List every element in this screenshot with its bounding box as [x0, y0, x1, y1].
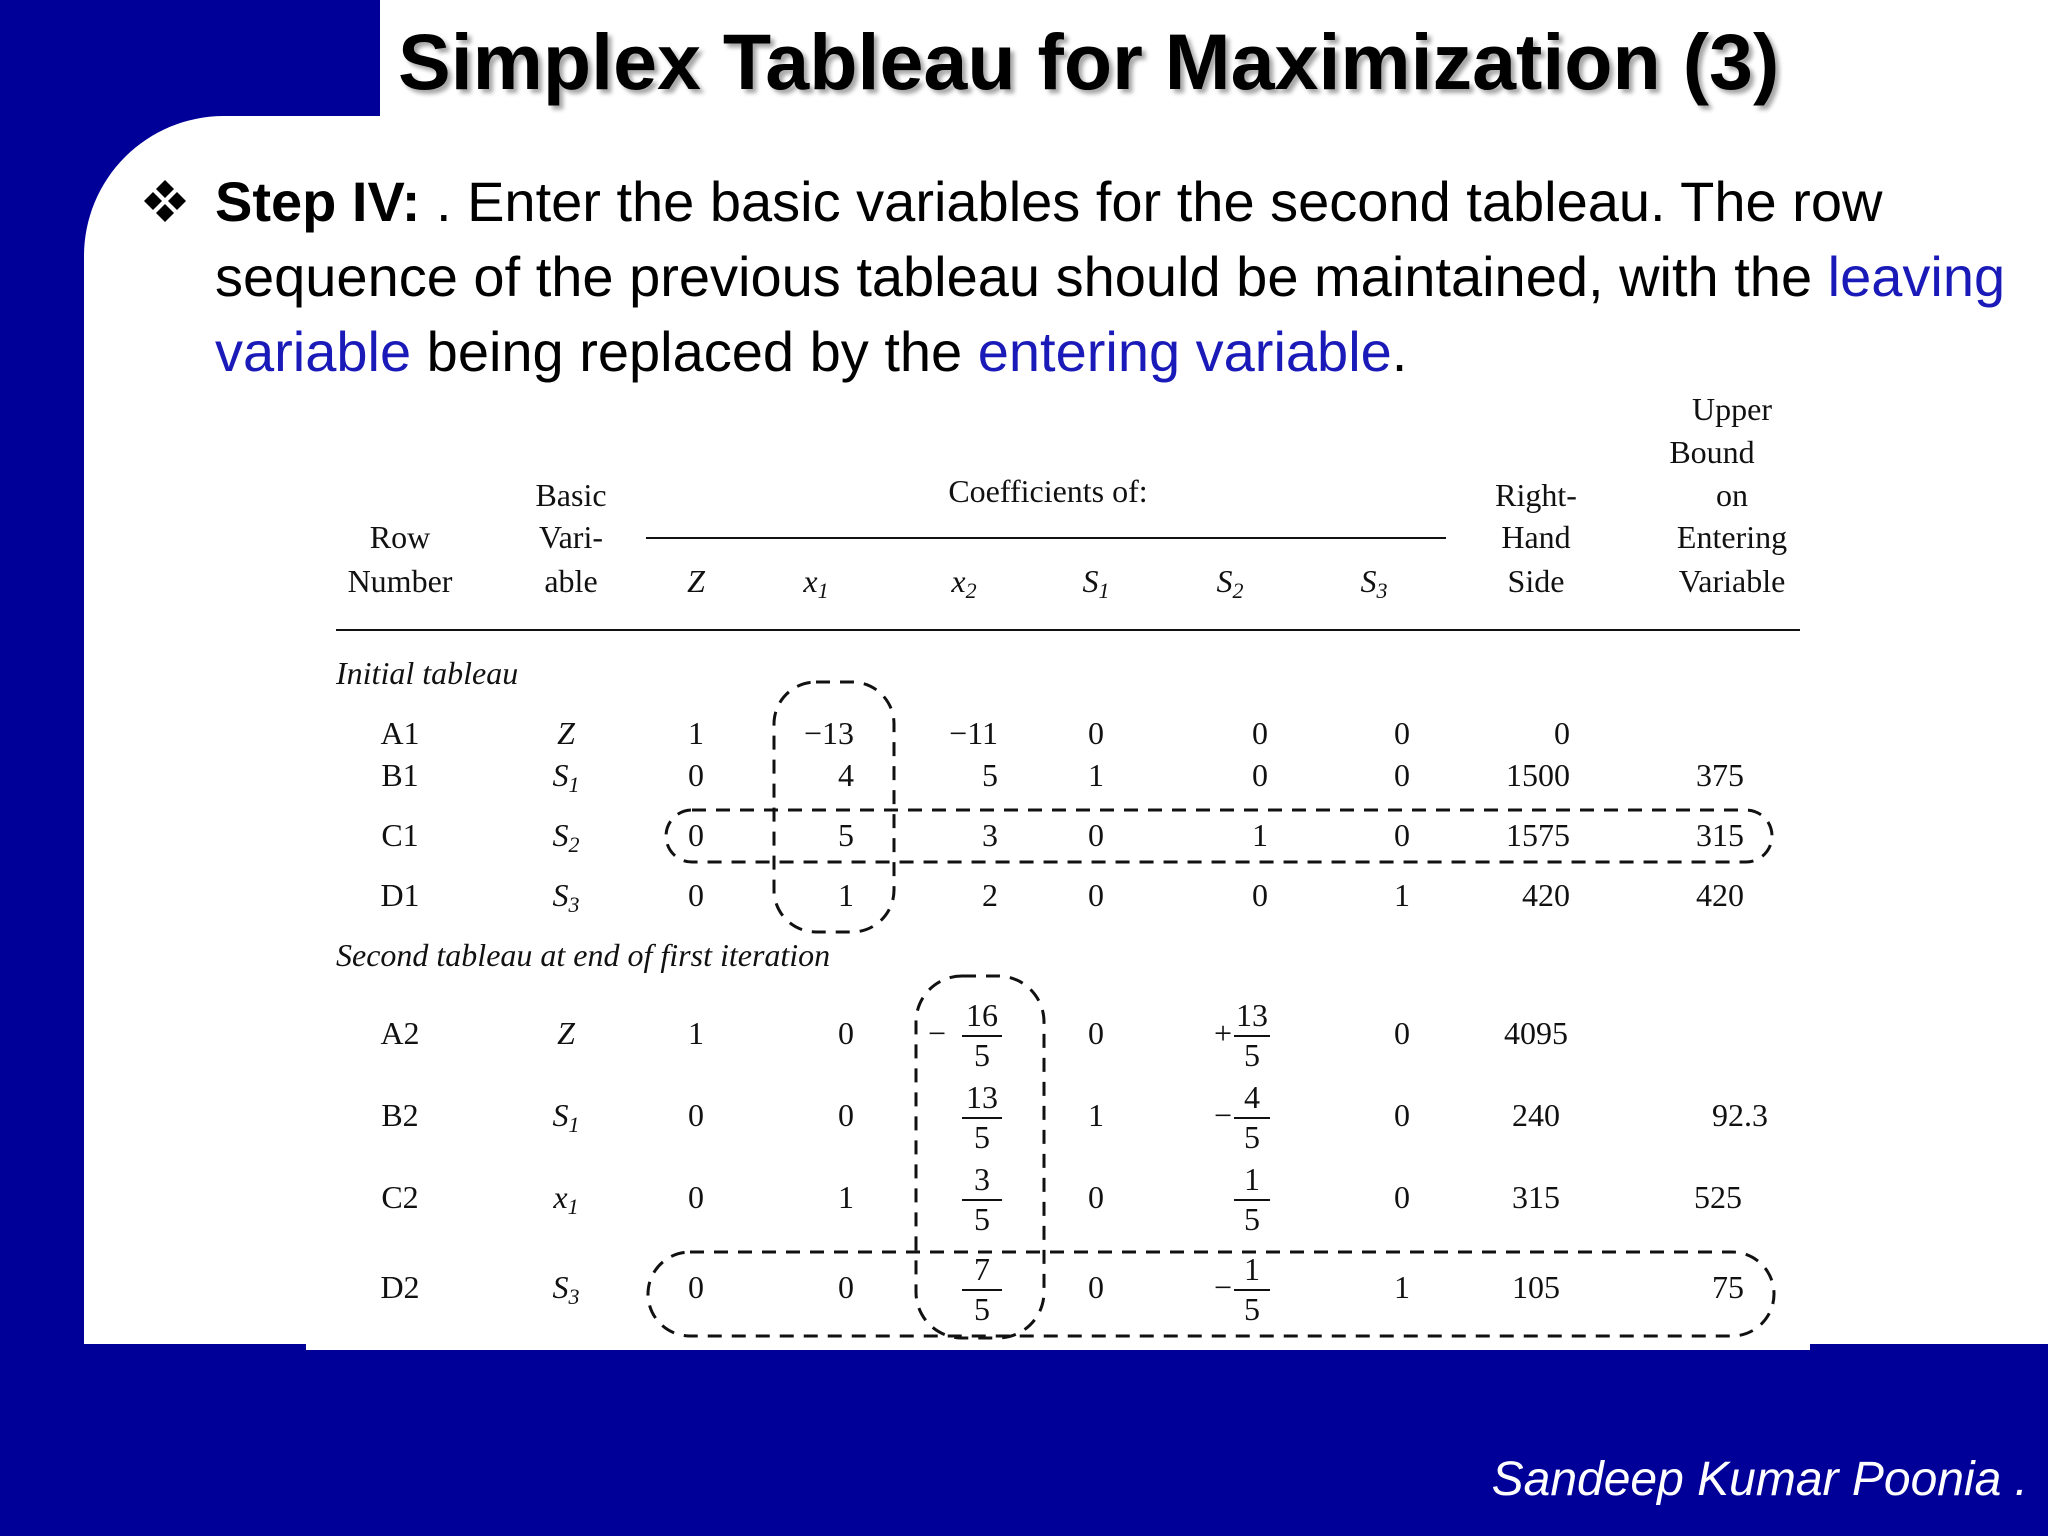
- cell-rhs: 105: [1512, 1269, 1560, 1305]
- cell-s3: 0: [1394, 757, 1410, 793]
- cell-x2-numerator: 16: [966, 997, 998, 1033]
- header-rhs-1: Right-: [1495, 477, 1577, 513]
- header-s3: S3: [1360, 563, 1388, 603]
- cell-s2-numerator: 1: [1244, 1251, 1260, 1287]
- header-ub-5: Variable: [1678, 563, 1786, 599]
- row-number: C2: [381, 1179, 419, 1215]
- cell-x2: 3: [982, 817, 998, 853]
- header-rhs-3: Side: [1507, 563, 1565, 599]
- basic-variable: S1: [552, 1097, 580, 1137]
- cell-rhs: 0: [1554, 715, 1570, 751]
- entering-variable-term: entering variable: [977, 320, 1392, 383]
- cell-s2: 0: [1252, 715, 1268, 751]
- cell-s2-denominator: 5: [1244, 1291, 1260, 1327]
- cell-x2: 5: [982, 757, 998, 793]
- cell-s2: 1: [1252, 817, 1268, 853]
- cell-rhs: 240: [1512, 1097, 1560, 1133]
- basic-variable: Z: [557, 715, 575, 751]
- cell-z: 0: [688, 1179, 704, 1215]
- cell-rhs: 315: [1512, 1179, 1560, 1215]
- cell-x2: −11: [949, 715, 998, 751]
- cell-upper-bound: 375: [1696, 757, 1744, 793]
- header-row-number-2: Number: [347, 563, 453, 599]
- basic-variable: Z: [557, 1015, 575, 1051]
- cell-s1: 0: [1088, 877, 1104, 913]
- cell-x2-numerator: 7: [974, 1251, 990, 1287]
- cell-rhs: 1500: [1506, 757, 1570, 793]
- cell-x2-denominator: 5: [974, 1291, 990, 1327]
- cell-s3: 0: [1394, 1097, 1410, 1133]
- header-coefficients: Coefficients of:: [948, 473, 1148, 509]
- cell-x1: 1: [838, 877, 854, 913]
- cell-z: 0: [688, 1097, 704, 1133]
- cell-s2-numerator: 4: [1244, 1079, 1260, 1115]
- step-paragraph: [215, 164, 2015, 389]
- cell-s1: 0: [1088, 715, 1104, 751]
- cell-x2: 2: [982, 877, 998, 913]
- header-s2: S2: [1216, 563, 1244, 603]
- header-rhs-2: Hand: [1501, 519, 1571, 555]
- cell-upper-bound: 525: [1694, 1179, 1742, 1215]
- cell-s2-denominator: 5: [1244, 1119, 1260, 1155]
- header-basic-3: able: [544, 563, 598, 599]
- header-ub-2: Bound: [1669, 434, 1755, 470]
- cell-x2-numerator: 13: [966, 1079, 998, 1115]
- cell-s3: 0: [1394, 1015, 1410, 1051]
- header-basic-1: Basic: [535, 477, 607, 513]
- cell-x2-numerator: 3: [974, 1161, 990, 1197]
- cell-s2-numerator: 13: [1236, 997, 1268, 1033]
- cell-s3: 1: [1394, 1269, 1410, 1305]
- cell-s1: 1: [1088, 757, 1104, 793]
- row-number: A2: [380, 1015, 420, 1051]
- header-s1: S1: [1082, 563, 1110, 603]
- basic-variable: S1: [552, 757, 580, 797]
- cell-s1: 0: [1088, 1179, 1104, 1215]
- cell-x2-denominator: 5: [974, 1201, 990, 1237]
- cell-x1: 0: [838, 1269, 854, 1305]
- cell-s1: 1: [1088, 1097, 1104, 1133]
- cell-upper-bound: 75: [1712, 1269, 1744, 1305]
- cell-s2: 0: [1252, 757, 1268, 793]
- row-number: D2: [380, 1269, 420, 1305]
- header-ub-3: on: [1716, 477, 1748, 513]
- row-number: A1: [380, 715, 420, 751]
- author-credit: Sandeep Kumar Poonia .: [1491, 1453, 2028, 1506]
- cell-upper-bound: 420: [1696, 877, 1744, 913]
- cell-s1: 0: [1088, 817, 1104, 853]
- cell-x1: 0: [838, 1015, 854, 1051]
- cell-x2-denominator: 5: [974, 1037, 990, 1073]
- header-row-number-1: Row: [369, 519, 431, 555]
- cell-z: 0: [688, 817, 704, 853]
- basic-variable: S2: [552, 817, 580, 857]
- cell-upper-bound: 92.3: [1712, 1097, 1768, 1133]
- cell-s3: 0: [1394, 715, 1410, 751]
- cell-s2-sign: −: [1213, 1269, 1232, 1305]
- cell-s2-numerator: 1: [1244, 1161, 1260, 1197]
- leaving-variable-term: leaving variable: [215, 245, 2006, 383]
- cell-x1: 5: [838, 817, 854, 853]
- cell-s3: 0: [1394, 817, 1410, 853]
- simplex-tableau: [306, 390, 1810, 1350]
- header-x2: x2: [951, 563, 977, 603]
- step-label: Step IV:: [215, 170, 421, 233]
- row-number: B1: [381, 757, 419, 793]
- basic-variable: S3: [552, 877, 580, 917]
- header-basic-2: Vari-: [539, 519, 603, 555]
- cell-s2-denominator: 5: [1244, 1201, 1260, 1237]
- cell-z: 0: [688, 1269, 704, 1305]
- row-number: B2: [381, 1097, 419, 1133]
- cell-x1: 0: [838, 1097, 854, 1133]
- cell-s1: 0: [1088, 1269, 1104, 1305]
- tableau-background: [306, 390, 1810, 1350]
- step-text-part3: .: [1391, 320, 1408, 383]
- cell-rhs: 4095: [1504, 1015, 1568, 1051]
- basic-variable: x1: [553, 1179, 579, 1219]
- cell-z: 1: [688, 1015, 704, 1051]
- basic-variable: S3: [552, 1269, 580, 1309]
- header-ub-4: Entering: [1676, 519, 1788, 555]
- cell-x2-sign: −: [927, 1015, 946, 1051]
- header-ub-1: Upper: [1692, 391, 1772, 427]
- row-number: C1: [381, 817, 419, 853]
- cell-x1: 1: [838, 1179, 854, 1215]
- cell-z: 0: [688, 877, 704, 913]
- cell-s2-sign: −: [1213, 1097, 1232, 1133]
- step-text-part1: . Enter the basic variables for the second tableau. The row sequence of the previous tableau should be maintained, with the: [215, 170, 1883, 308]
- cell-s2: 0: [1252, 877, 1268, 913]
- cell-rhs: 1575: [1506, 817, 1570, 853]
- section-second-tableau: Second tableau at end of first iteration: [336, 937, 831, 973]
- step-text-part2: being replaced by the: [411, 320, 978, 383]
- cell-s3: 1: [1394, 877, 1410, 913]
- cell-s2-sign: +: [1213, 1015, 1232, 1051]
- cell-upper-bound: 315: [1696, 817, 1744, 853]
- section-initial-tableau: Initial tableau: [336, 655, 519, 691]
- cell-x2-denominator: 5: [974, 1119, 990, 1155]
- cell-s2-denominator: 5: [1244, 1037, 1260, 1073]
- cell-x1: −13: [803, 715, 854, 751]
- row-number: D1: [380, 877, 420, 913]
- cell-x1: 4: [838, 757, 854, 793]
- header-x1: x1: [803, 563, 829, 603]
- cell-s3: 0: [1394, 1179, 1410, 1215]
- slide-title: Simplex Tableau for Maximization (3): [398, 17, 1780, 106]
- diamond-bullet-icon: [142, 178, 188, 224]
- header-z: Z: [687, 563, 705, 599]
- cell-rhs: 420: [1522, 877, 1570, 913]
- cell-z: 0: [688, 757, 704, 793]
- cell-s1: 0: [1088, 1015, 1104, 1051]
- cell-z: 1: [688, 715, 704, 751]
